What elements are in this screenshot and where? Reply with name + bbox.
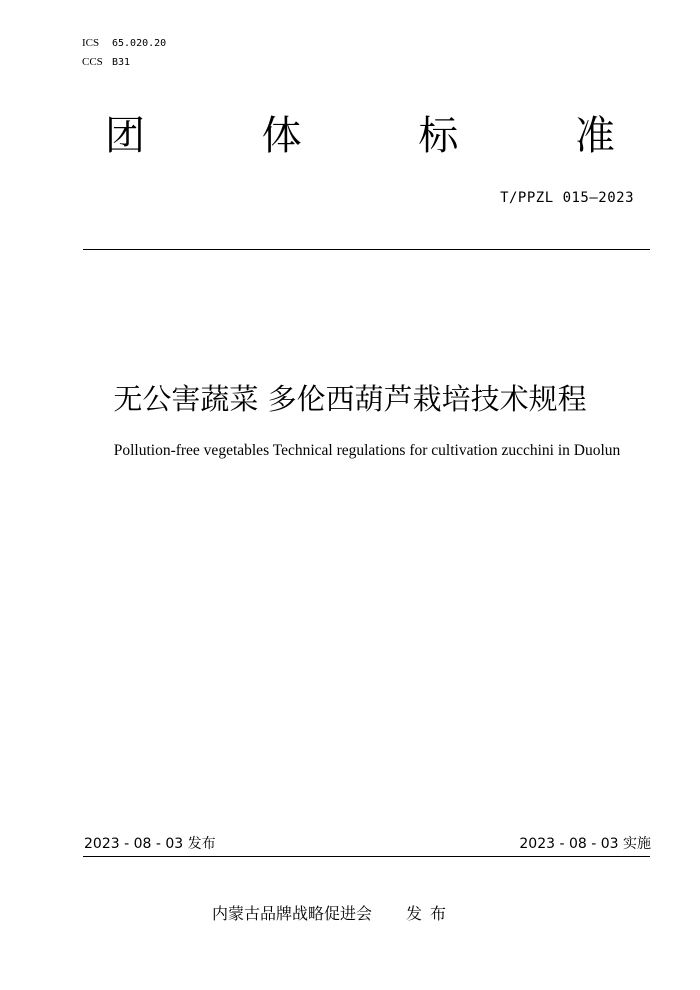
classification-codes	[82, 34, 166, 72]
doc-type-char: 团	[105, 113, 145, 159]
issue-date: 2023 - 08 - 03 发布	[84, 836, 216, 852]
document-title-chinese: 无公害蔬菜 多伦西葫芦栽培技术规程	[113, 382, 587, 416]
ics-value: 65.020.20	[112, 38, 167, 49]
standard-number: T/PPZL 015—2023	[500, 190, 634, 206]
document-title-english: Pollution-free vegetables Technical regulations for cultivation zucchini in Duolun	[113, 442, 621, 459]
doc-type-char: 体	[261, 113, 302, 159]
doc-type-char: 准	[574, 113, 615, 159]
doc-type-char: 标	[418, 113, 459, 159]
ics-label: ICS	[82, 37, 100, 49]
ccs-row	[82, 53, 166, 72]
issuing-organization: 内蒙古品牌战略促进会	[212, 904, 373, 923]
document-type-heading	[105, 108, 615, 164]
footer-divider	[83, 856, 650, 857]
publish-label: 发布	[406, 904, 455, 923]
issuing-organization-line	[212, 903, 454, 925]
ccs-label: CCS	[82, 56, 103, 68]
ics-row	[82, 34, 166, 53]
implementation-date: 2023 - 08 - 03 实施	[519, 836, 651, 852]
header-divider	[83, 249, 650, 250]
ccs-value: B31	[112, 57, 131, 68]
